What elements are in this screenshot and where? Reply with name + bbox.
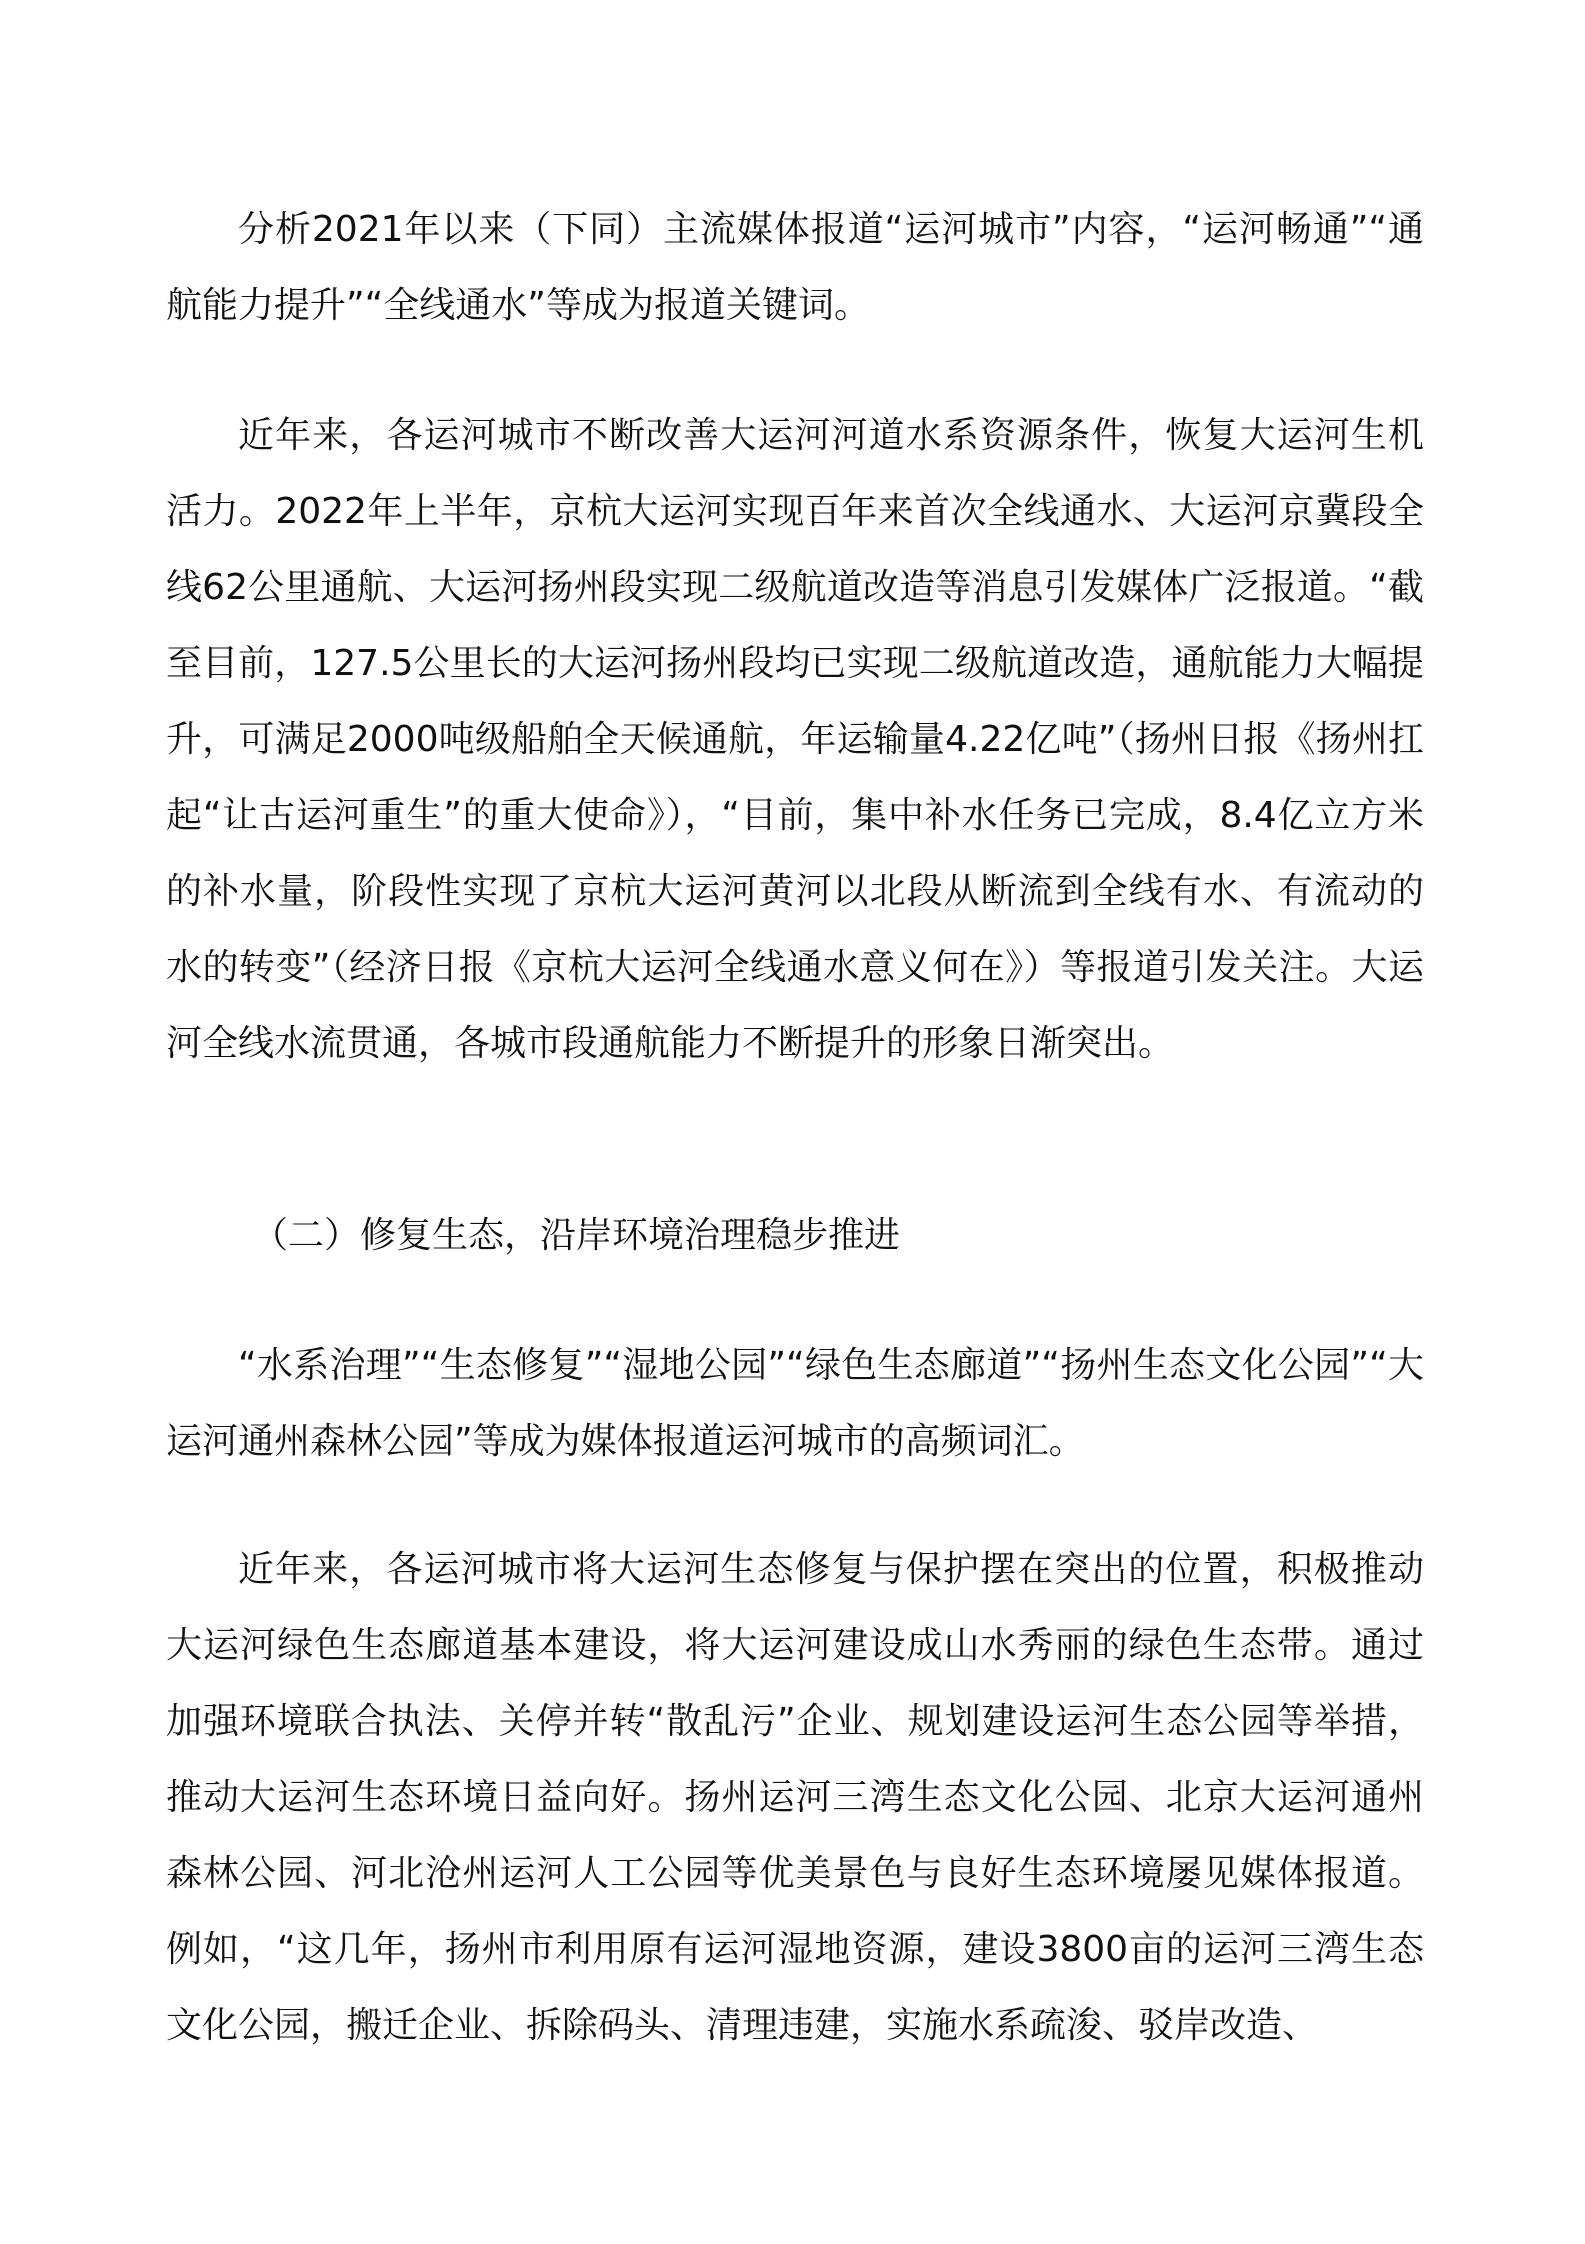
section-heading-ecology: （二）修复生态，沿岸环境治理稳步推进	[252, 1215, 901, 1256]
paragraph-keywords-navigation: 分析2021年以来（下同）主流媒体报道“运河城市”内容，“运河畅通”“通航能力提升”“全线通水”等成为报道关键词。	[166, 209, 1424, 326]
paragraph-navigation-detail: 近年来，各运河城市不断改善大运河河道水系资源条件，恢复大运河生机活力。2022年上半年，京杭大运河实现百年来首次全线通水、大运河京冀段全线62公里通航、大运河扬州段实现二级航道改造等消息引发媒体广泛报道。“截至目前，127.5公里长的大运河扬州段均已实现二级航道改造，通航能力大幅提升，可满足2000吨级船舶全天候通航，年运输量4.22亿吨”（扬州日报《扬州扛起“让古运河重生”的重大使命》），“目前，集中补水任务已完成，8.4亿立方米的补水量，阶段性实现了京杭大运河黄河以北段从断流到全线有水、有流动的水的转变”（经济日报《京杭大运河全线通水意义何在》）等报道引发关注。大运河全线水流贯通，各城市段通航能力不断提升的形象日渐突出。	[166, 415, 1424, 1064]
paragraph-keywords-ecology: “水系治理”“生态修复”“湿地公园”“绿色生态廊道”“扬州生态文化公园”“大运河通州森林公园”等成为媒体报道运河城市的高频词汇。	[166, 1345, 1424, 1462]
paragraph-ecology-detail: 近年来，各运河城市将大运河生态修复与保护摆在突出的位置，积极推动大运河绿色生态廊道基本建设，将大运河建设成山水秀丽的绿色生态带。通过加强环境联合执法、关停并转“散乱污”企业、规划建设运河生态公园等举措，推动大运河生态环境日益向好。扬州运河三湾生态文化公园、北京大运河通州森林公园、河北沧州运河人工公园等优美景色与良好生态环境屡见媒体报道。例如，“这几年，扬州市利用原有运河湿地资源，建设3800亩的运河三湾生态文化公园，搬迁企业、拆除码头、清理违建，实施水系疏浚、驳岸改造、	[166, 1549, 1424, 2046]
